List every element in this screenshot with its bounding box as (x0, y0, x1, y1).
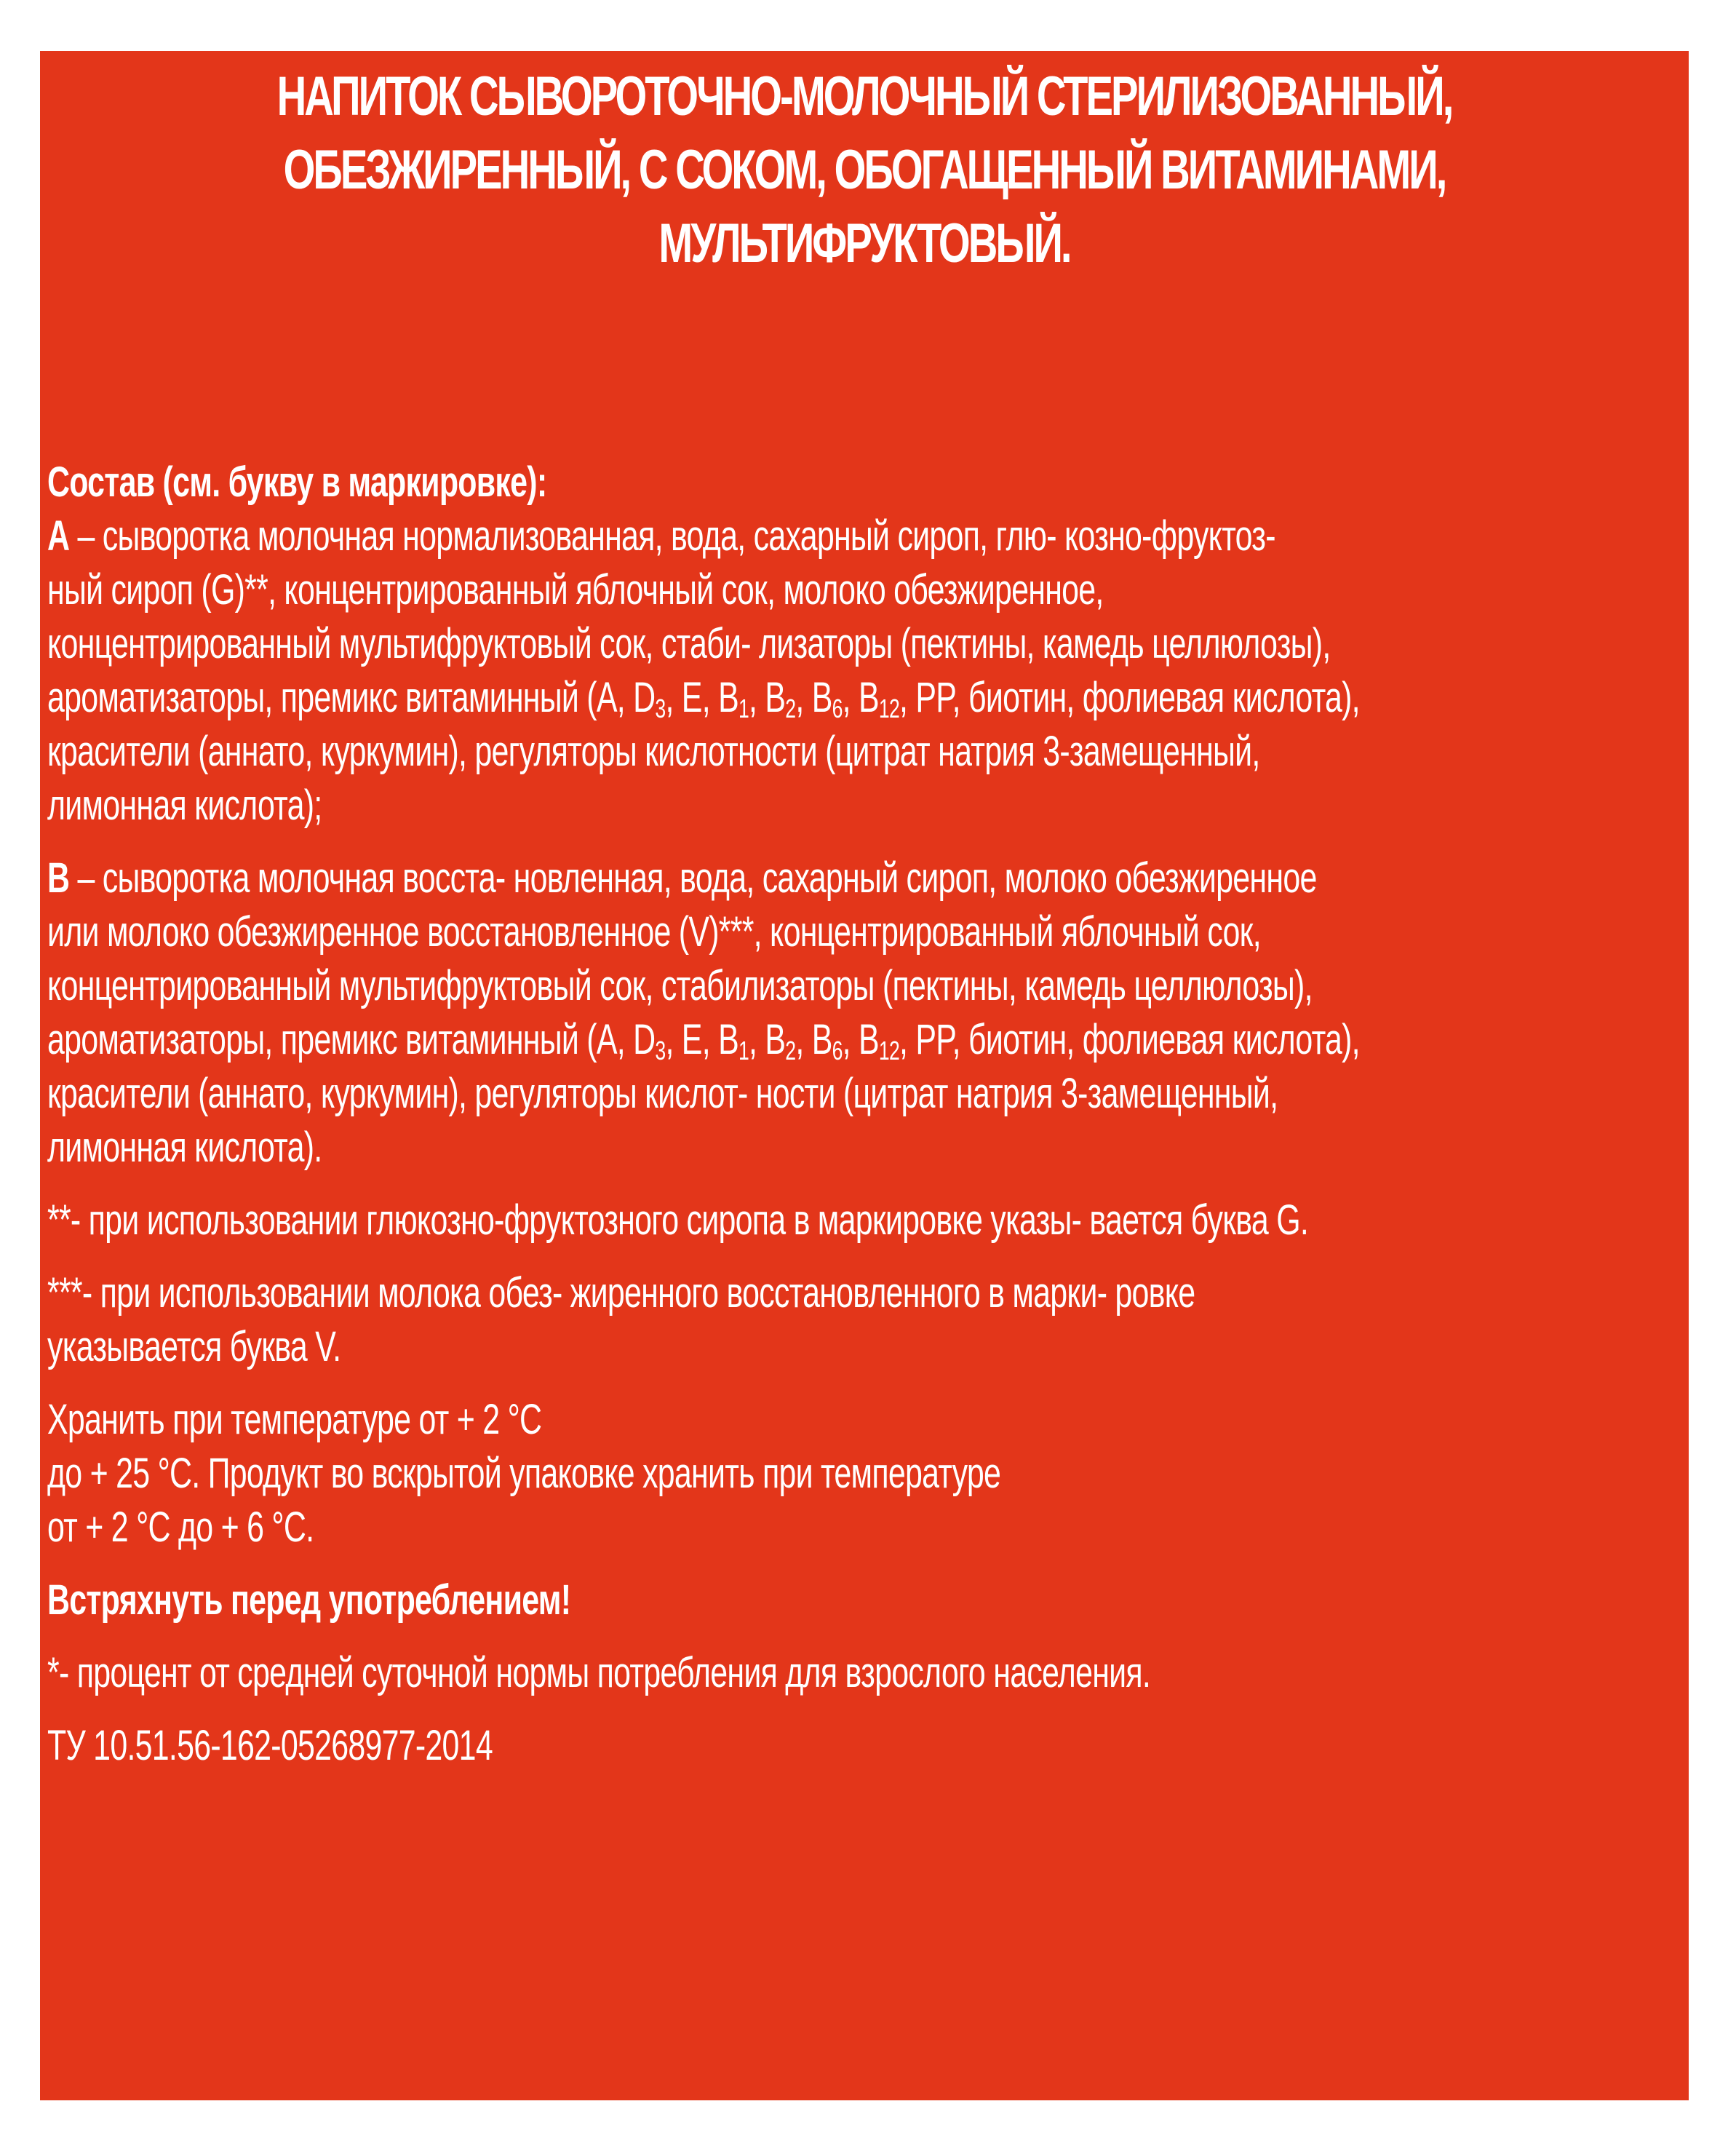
technical-standard: ТУ 10.51.56-162-05268977-2014 (47, 1722, 493, 1769)
vitamin-subscript: 3 (655, 693, 666, 723)
title-line: МУЛЬТИФРУКТОВЫЙ. (658, 213, 1070, 274)
shake-instruction: Встряхнуть перед употреблением! (47, 1576, 571, 1624)
note-v (47, 1266, 1614, 1374)
vitamin-subscript: 12 (878, 1035, 900, 1065)
label-content (47, 456, 1614, 1773)
composition-a-line (47, 509, 1614, 563)
shake-block (47, 1573, 1614, 1627)
footnote-milk-line: указывается буква V. (47, 1323, 341, 1370)
composition-b-line (47, 851, 1614, 905)
storage-line: Хранить при температуре от + 2 °C (47, 1396, 542, 1443)
footnote-glucose: **- при использовании глюкозно-фруктозного сиропа в маркировке указы- вается буква G. (47, 1196, 1309, 1244)
composition-b (47, 851, 1614, 1175)
variant-letter-b: В (47, 854, 70, 902)
composition-a-line: концентрированный мультифруктовый сок, стаби- лизаторы (пектины, камедь целлюлозы), (47, 620, 1331, 667)
note-g (47, 1194, 1614, 1247)
footnote-milk-line: ***- при использовании молока обез- жиренного восстановленного в марки- ровке (47, 1269, 1195, 1317)
product-title (255, 60, 1475, 280)
composition-a-line: ароматизаторы, премикс витаминный (A, $D_3$, E, $B_1$, $B_2$, $B_6$, $B_{12}$, PP, биотин, фолиевая кислота), (47, 674, 1360, 723)
footnote-block (47, 1646, 1614, 1700)
vitamin-subscript: 1 (738, 693, 749, 723)
vitamin-subscript: 3 (655, 1035, 666, 1065)
storage-line: до + 25 °C. Продукт во вскрытой упаковке хранить при температуре (47, 1450, 1001, 1497)
composition-b-text: – сыворотка молочная восста- новленная, вода, сахарный сироп, молоко обезжиренное (69, 854, 1317, 902)
vitamin-subscript: 1 (738, 1035, 749, 1065)
vitamin-subscript: 2 (785, 1035, 796, 1065)
vitamin-subscript: 2 (785, 693, 796, 723)
storage-conditions (47, 1393, 1614, 1555)
variant-letter-a: А (47, 512, 70, 560)
composition-a-text: – сыворотка молочная нормализованная, вода, сахарный сироп, глю- козно-фруктоз- (69, 512, 1275, 560)
label-panel (40, 51, 1689, 2100)
composition-b-line: концентрированный мультифруктовый сок, стабилизаторы (пектины, камедь целлюлозы), (47, 962, 1313, 1009)
vitamin-subscript: 12 (878, 693, 900, 723)
composition-a-line: лимонная кислота); (47, 782, 322, 829)
composition-a-line: ный сироп (G)**, концентрированный яблочный сок, молоко обезжиренное, (47, 566, 1104, 614)
title-line: ОБЕЗЖИРЕННЫЙ, С СОКОМ, ОБОГАЩЕННЫЙ ВИТАМИНАМИ, (283, 139, 1446, 201)
composition-a-line: красители (аннато, куркумин), регуляторы кислотности (цитрат натрия 3-замещенный, (47, 728, 1260, 775)
title-line: НАПИТОК СЫВОРОТОЧНО-МОЛОЧНЫЙ СТЕРИЛИЗОВАННЫЙ, (276, 65, 1452, 127)
composition-b-line: или молоко обезжиренное восстановленное (V)***, концентрированный яблочный сок, (47, 908, 1261, 956)
storage-line: от + 2 °C до + 6 °C. (47, 1504, 314, 1551)
composition-b-line: красители (аннато, куркумин), регуляторы кислот- ности (цитрат натрия 3-замещенный, (47, 1070, 1278, 1117)
daily-norm-footnote: *- процент от средней суточной нормы потребления для взрослого населения. (47, 1649, 1151, 1696)
composition-b-line: ароматизаторы, премикс витаминный (A, $D_3$, E, $B_1$, $B_2$, $B_6$, $B_{12}$, PP, биотин, фолиевая кислота), (47, 1016, 1360, 1065)
vitamin-subscript: 6 (832, 693, 843, 723)
composition-heading: Состав (см. букву в маркировке): (47, 458, 547, 506)
vitamin-subscript: 6 (832, 1035, 843, 1065)
composition-b-line: лимонная кислота). (47, 1124, 322, 1171)
composition-a (47, 509, 1614, 833)
